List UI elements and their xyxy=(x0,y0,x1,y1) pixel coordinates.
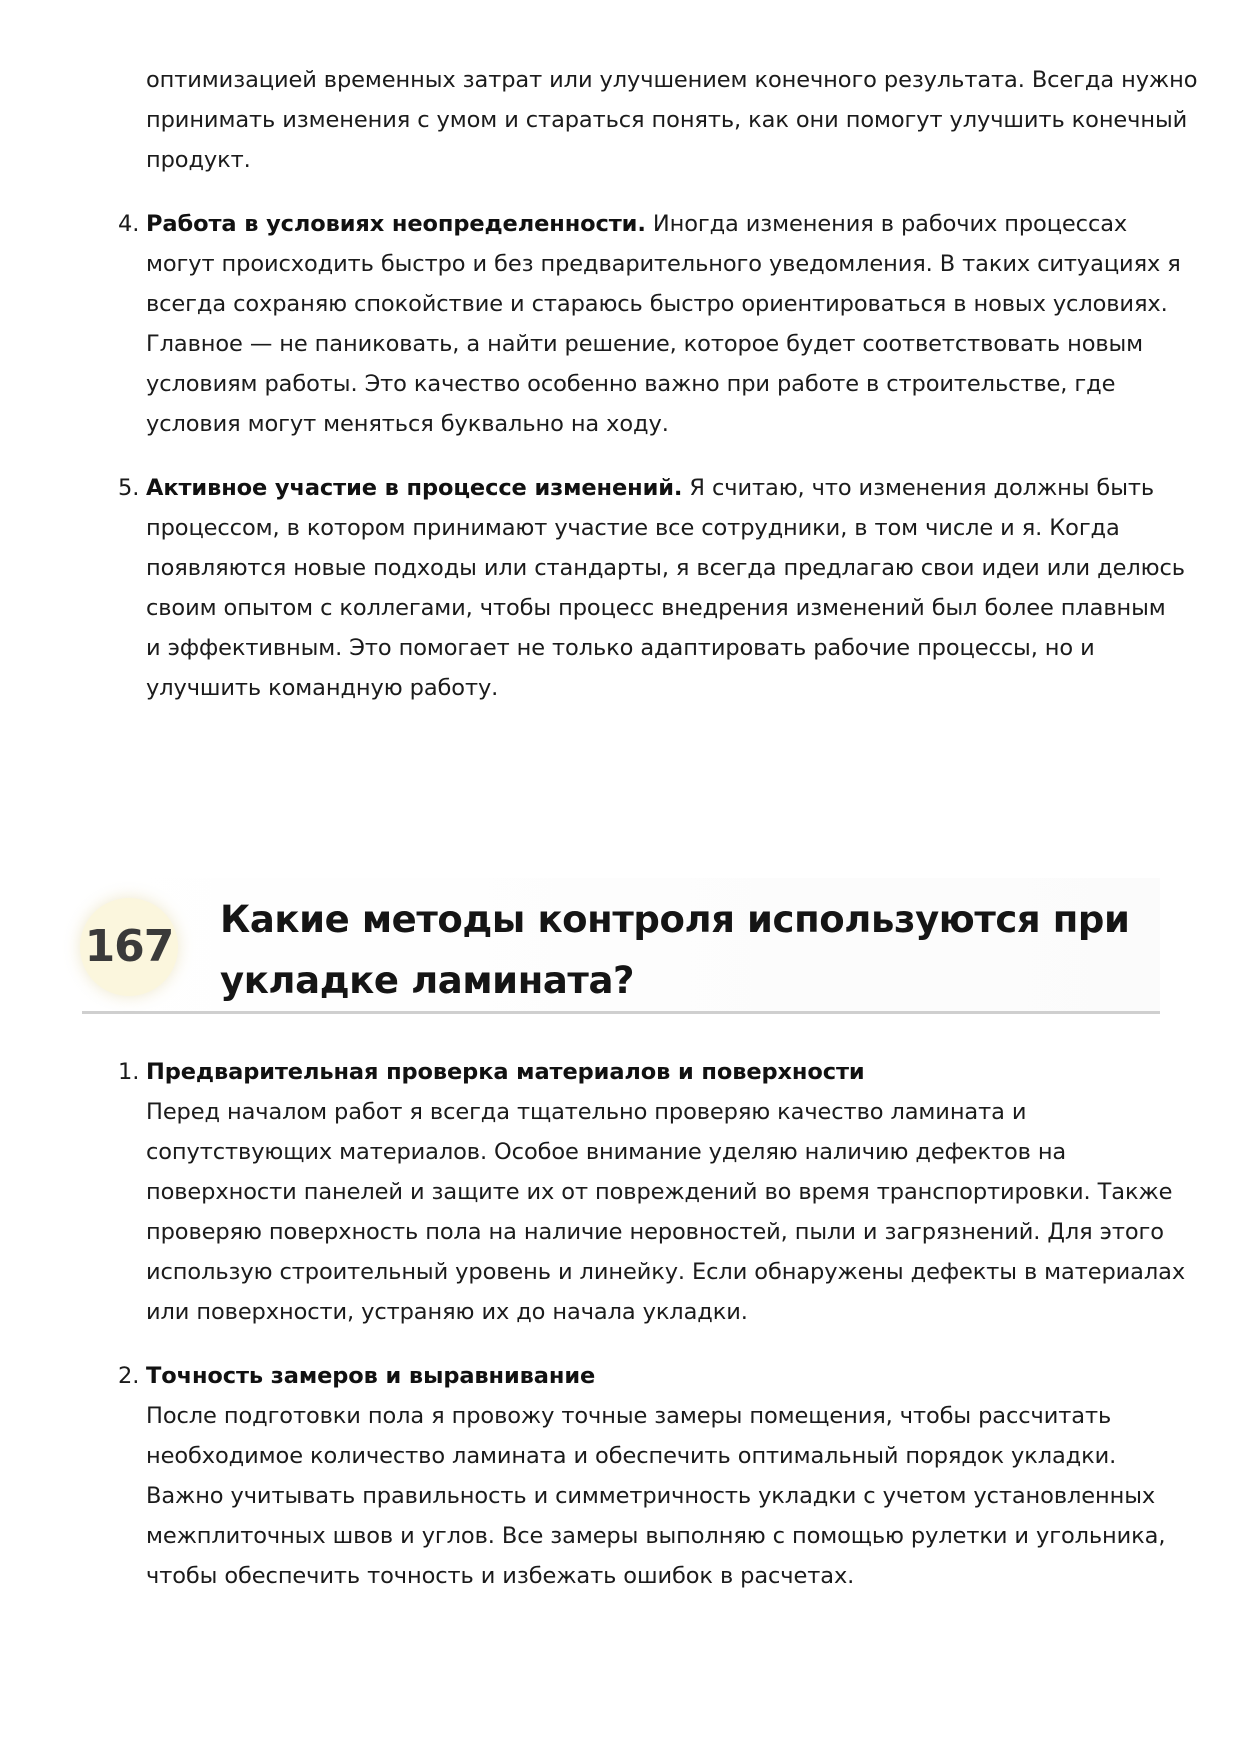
list-item-line: появляются новые подходы или стандарты, я всегда предлагаю свои идеи или делюсь xyxy=(146,555,1185,581)
answer-item-line: необходимое количество ламината и обеспечить оптимальный порядок укладки. xyxy=(146,1443,1117,1469)
list-item-title: Работа в условиях неопределенности. xyxy=(146,211,646,237)
answer-item-line: поверхности панелей и защите их от повреждений во время транспортировки. Также xyxy=(146,1179,1173,1205)
list-item-line: улучшить командную работу. xyxy=(146,675,499,701)
list-item-line: Главное — не паниковать, а найти решение, которое будет соответствовать новым xyxy=(146,331,1144,357)
section-title-line: Какие методы контроля используются при xyxy=(220,898,1130,941)
answer-item-line: Важно учитывать правильность и симметричность укладки с учетом установленных xyxy=(146,1483,1156,1509)
list-item-text: Я считаю, что изменения должны быть xyxy=(682,475,1155,501)
section-title xyxy=(220,889,1130,1011)
list-item-4 xyxy=(118,204,1181,444)
paragraph-line: продукт. xyxy=(146,147,251,173)
list-item-title: Активное участие в процессе изменений. xyxy=(146,475,683,501)
section-number-badge: 167 xyxy=(80,898,178,996)
answer-item-line: сопутствующих материалов. Особое внимание уделяю наличию дефектов на xyxy=(146,1139,1067,1165)
answer-item-line: или поверхности, устраняю их до начала укладки. xyxy=(146,1299,748,1325)
answer-item-2 xyxy=(118,1356,1166,1596)
answer-item-line: После подготовки пола я провожу точные замеры помещения, чтобы рассчитать xyxy=(146,1403,1112,1429)
list-item-line: условия могут меняться буквально на ходу. xyxy=(146,411,669,437)
answer-item-line: проверяю поверхность пола на наличие неровностей, пыли и загрязнений. Для этого xyxy=(146,1219,1164,1245)
list-item-line: и эффективным. Это помогает не только адаптировать рабочие процессы, но и xyxy=(146,635,1095,661)
list-item-line: своим опытом с коллегами, чтобы процесс внедрения изменений был более плавным xyxy=(146,595,1166,621)
top-paragraph xyxy=(146,60,1198,180)
list-item-line: могут происходить быстро и без предварительного уведомления. В таких ситуациях я xyxy=(146,251,1181,277)
list-item-line: процессом, в котором принимают участие все сотрудники, в том числе и я. Когда xyxy=(146,515,1120,541)
paragraph-line: принимать изменения с умом и стараться понять, как они помогут улучшить конечный xyxy=(146,107,1188,133)
answer-item-1 xyxy=(118,1052,1186,1332)
list-item-line: всегда сохраняю спокойствие и стараюсь быстро ориентироваться в новых условиях. xyxy=(146,291,1168,317)
answer-item-line: межплиточных швов и углов. Все замеры выполняю с помощью рулетки и угольника, xyxy=(146,1523,1166,1549)
list-number: 2. xyxy=(118,1363,140,1389)
list-item-line: условиям работы. Это качество особенно важно при работе в строительстве, где xyxy=(146,371,1116,397)
list-item-first-line xyxy=(146,204,1162,244)
answer-item-line: Перед началом работ я всегда тщательно проверяю качество ламината и xyxy=(146,1099,1027,1125)
list-number: 5. xyxy=(118,475,140,501)
answer-item-title: Точность замеров и выравнивание xyxy=(146,1363,596,1389)
list-number: 1. xyxy=(118,1059,140,1085)
paragraph-line: оптимизацией временных затрат или улучшением конечного результата. Всегда нужно xyxy=(146,67,1198,93)
answer-item-title: Предварительная проверка материалов и поверхности xyxy=(146,1059,865,1085)
list-item-first-line xyxy=(146,468,1162,508)
list-item-5 xyxy=(118,468,1185,708)
answer-item-line: чтобы обеспечить точность и избежать ошибок в расчетах. xyxy=(146,1563,855,1589)
list-item-text: Иногда изменения в рабочих процессах xyxy=(645,211,1128,237)
list-number: 4. xyxy=(118,211,140,237)
answer-item-line: использую строительный уровень и линейку. Если обнаружены дефекты в материалах xyxy=(146,1259,1186,1285)
section-title-line: укладке ламината? xyxy=(220,959,635,1002)
